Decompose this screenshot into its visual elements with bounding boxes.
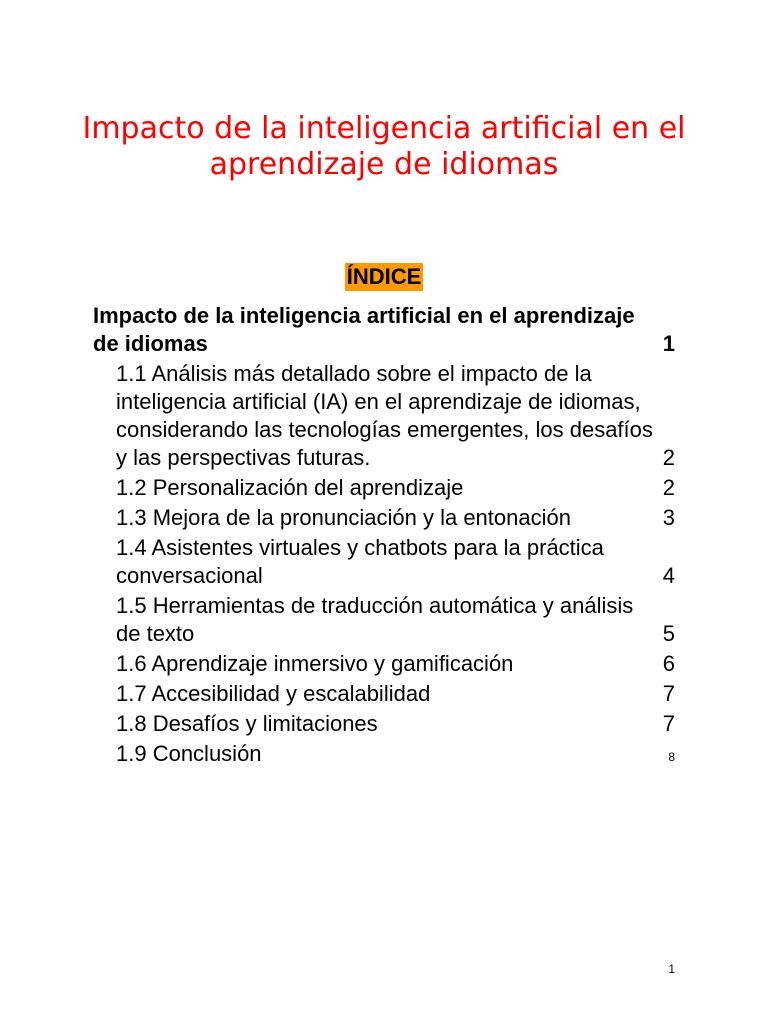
table-of-contents [93, 302, 675, 768]
toc-entry-1-8[interactable] [93, 710, 675, 738]
toc-entry-page: 7 [662, 681, 675, 706]
toc-entry-1-4[interactable] [93, 534, 675, 590]
toc-entry-1-2[interactable] [93, 474, 675, 502]
toc-entry-page: 2 [662, 475, 675, 500]
document-title: Impacto de la inteligencia artificial en el aprendizaje de idiomas [82, 111, 686, 182]
toc-entry-page: 4 [662, 563, 675, 588]
toc-entry-1-7[interactable] [93, 680, 675, 708]
toc-entry-page: 6 [662, 651, 675, 676]
toc-entry-main[interactable] [93, 302, 675, 358]
toc-entry-text: 1.1 Análisis más detallado sobre el impacto de la inteligencia artificial (IA) en el aprendizaje de idiomas, considerando las tecnologías emergentes, los desafíos y las perspectivas futuras. [116, 361, 653, 470]
toc-entry-text: 1.6 Aprendizaje inmersivo y gamificación [116, 651, 514, 676]
toc-entry-text: 1.4 Asistentes virtuales y chatbots para la práctica conversacional [116, 535, 604, 588]
page-number: 1 [668, 962, 675, 976]
toc-entry-page: 2 [662, 445, 675, 470]
toc-entry-1-1[interactable] [93, 360, 675, 472]
toc-entry-1-5[interactable] [93, 592, 675, 648]
toc-entry-page: 8 [668, 750, 675, 764]
toc-entry-page: 1 [662, 331, 675, 356]
toc-heading-container [0, 263, 768, 291]
toc-entry-text: 1.3 Mejora de la pronunciación y la entonación [116, 505, 571, 530]
toc-entry-text: Impacto de la inteligencia artificial en el aprendizaje de idiomas [93, 303, 635, 356]
toc-entry-text: 1.2 Personalización del aprendizaje [116, 475, 464, 500]
toc-entry-text: 1.5 Herramientas de traducción automática y análisis de texto [116, 593, 634, 646]
toc-entry-1-3[interactable] [93, 504, 675, 532]
toc-entry-page: 5 [662, 621, 675, 646]
toc-entry-text: 1.7 Accesibilidad y escalabilidad [116, 681, 431, 706]
toc-entry-1-6[interactable] [93, 650, 675, 678]
toc-entry-text: 1.9 Conclusión [116, 741, 262, 766]
toc-entry-page: 3 [662, 505, 675, 530]
toc-entry-1-9[interactable] [93, 740, 675, 768]
toc-entry-text: 1.8 Desafíos y limitaciones [116, 711, 378, 736]
toc-entry-page: 7 [662, 711, 675, 736]
toc-heading: ÍNDICE [346, 264, 422, 289]
